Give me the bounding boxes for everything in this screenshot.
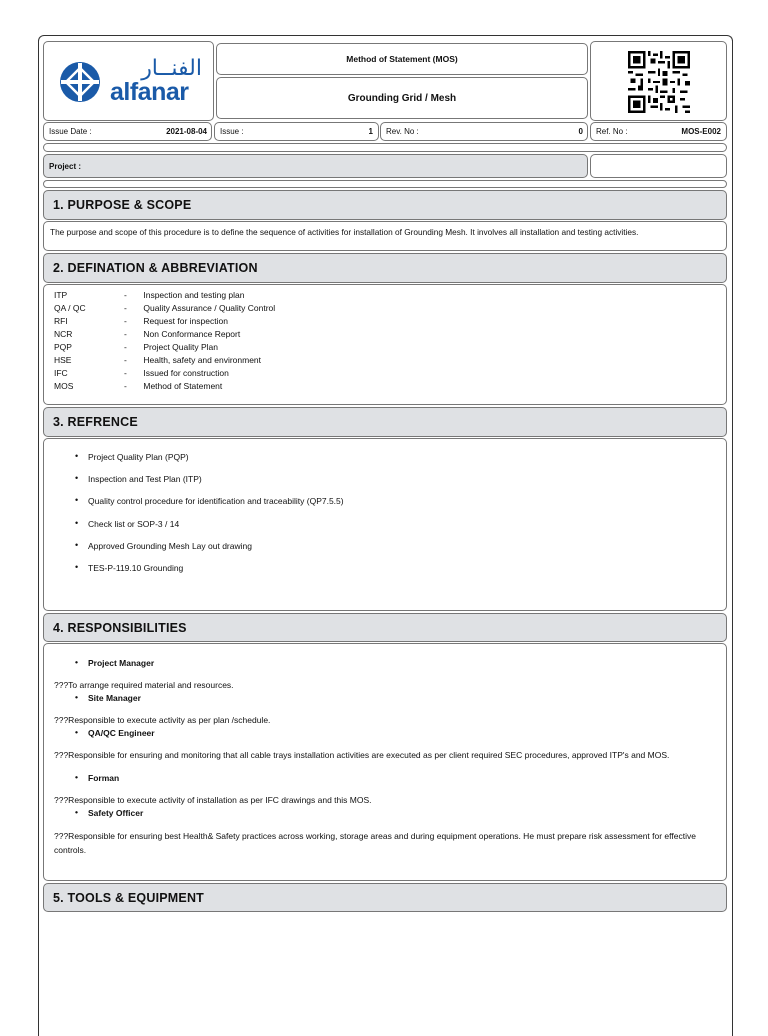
responsibility-text: ???To arrange required material and resources. [54,680,234,690]
reference-item-text: TES-P-119.10 Grounding [88,563,184,573]
ref-label: Ref. No : [596,127,628,136]
qr-code-icon [628,51,690,113]
section-responsibilities-body [43,643,727,881]
alfanar-logo-icon [58,60,102,104]
bullet-icon: • [75,807,78,817]
reference-item-text: Project Quality Plan (PQP) [88,452,189,462]
project-value-cell [590,154,727,178]
abbr-key: QA / QC [54,303,86,313]
reference-item [75,495,344,506]
responsibility-role [75,692,141,703]
bullet-icon: • [75,473,79,483]
abbr-desc: - Health, safety and environment [124,355,262,365]
abbr-key: NCR [54,329,73,339]
logo-box [43,41,214,121]
bullet-icon: • [75,518,79,528]
spacer-row [43,143,727,152]
reference-item [75,451,189,462]
project-cell [43,154,588,178]
abbr-key: PQP [54,342,72,352]
rev-label: Rev. No : [386,127,419,136]
issue-date-value: 2021-08-04 [166,127,207,136]
abbr-desc: - Project Quality Plan [124,342,219,352]
abbr-key: ITP [54,290,68,300]
rev-cell [380,122,588,141]
issue-label: Issue : [220,127,244,136]
role-label: Forman [88,773,120,783]
doc-title: Grounding Grid / Mesh [347,93,457,104]
bullet-icon: • [75,772,78,782]
section-responsibilities-header [43,613,727,642]
reference-item [75,518,180,529]
logo-arabic-text: الفنــار [141,56,202,81]
abbr-key: IFC [54,368,68,378]
reference-item-text: Quality control procedure for identification and traceability (QP7.5.5) [88,496,344,506]
project-label: Project : [49,162,82,171]
spacer-row-2 [43,180,727,188]
section-responsibilities-title: 4. RESPONSIBILITIES [53,621,187,635]
abbr-desc: - Inspection and testing plan [124,290,245,300]
role-label: Safety Officer [88,808,144,818]
bullet-icon: • [75,727,78,737]
bullet-icon: • [75,657,78,667]
abbr-desc: - Quality Assurance / Quality Control [124,303,276,313]
ref-cell [590,122,727,141]
issue-cell [214,122,379,141]
responsibility-role [75,727,155,738]
bullet-icon: • [75,562,79,572]
purpose-text: The purpose and scope of this procedure is to define the sequence of activities for installation of Grounding Mesh. It involves all installation and testing activities. [50,227,639,237]
responsibility-role [75,772,120,783]
doc-type-box [216,43,588,75]
section-purpose-header [43,190,727,220]
section-reference-title: 3. REFRENCE [53,415,138,429]
section-definition-title: 2. DEFINATION & ABBREVIATION [53,261,258,275]
abbr-desc: - Issued for construction [124,368,229,378]
abbr-key: MOS [54,381,74,391]
abbr-desc: - Non Conformance Report [124,329,241,339]
doc-type: Method of Statement (MOS) [346,54,458,64]
bullet-icon: • [75,451,79,461]
section-tools-header [43,883,727,912]
issue-value: 1 [368,127,373,136]
bullet-icon: • [75,495,79,505]
rev-value: 0 [578,127,583,136]
section-definition-header [43,253,727,283]
section-purpose-body [43,221,727,251]
section-reference-body [43,438,727,611]
issue-date-label: Issue Date : [49,127,92,136]
responsibility-role [75,657,155,668]
section-tools-title: 5. TOOLS & EQUIPMENT [53,891,205,905]
reference-item [75,473,202,484]
bullet-icon: • [75,540,79,550]
abbr-desc: - Request for inspection [124,316,228,326]
issue-date-cell [43,122,212,141]
responsibility-text: ???Responsible for ensuring and monitoring that all cable trays installation activities are executed as per client required SEC procedures, approved ITP's and MOS. [54,750,670,760]
section-reference-header [43,407,727,437]
abbr-desc: - Method of Statement [124,381,223,391]
role-label: QA/QC Engineer [88,728,155,738]
reference-item-text: Check list or SOP-3 / 14 [88,519,180,529]
section-purpose-title: 1. PURPOSE & SCOPE [53,198,192,212]
role-label: Site Manager [88,693,141,703]
doc-title-box [216,77,588,119]
qr-box [590,41,727,121]
abbr-key: RFI [54,316,68,326]
reference-item [75,540,252,551]
reference-item [75,562,184,573]
responsibility-text: ???Responsible to execute activity of installation as per IFC drawings and this MOS. [54,795,372,805]
abbr-key: HSE [54,355,72,365]
section-definition-body [43,284,727,405]
responsibility-text: ???Responsible for ensuring best Health& Safety practices across working, storage areas and during equipment operations. He must prepare risk assessment for effective controls. [54,831,696,855]
responsibility-text: ???Responsible to execute activity as per plan /schedule. [54,715,271,725]
reference-item-text: Approved Grounding Mesh Lay out drawing [88,541,252,551]
logo-text: alfanar [110,78,189,106]
role-label: Project Manager [88,658,155,668]
responsibility-role [75,807,144,818]
ref-value: MOS-E002 [681,127,721,136]
reference-item-text: Inspection and Test Plan (ITP) [88,474,202,484]
bullet-icon: • [75,692,78,702]
